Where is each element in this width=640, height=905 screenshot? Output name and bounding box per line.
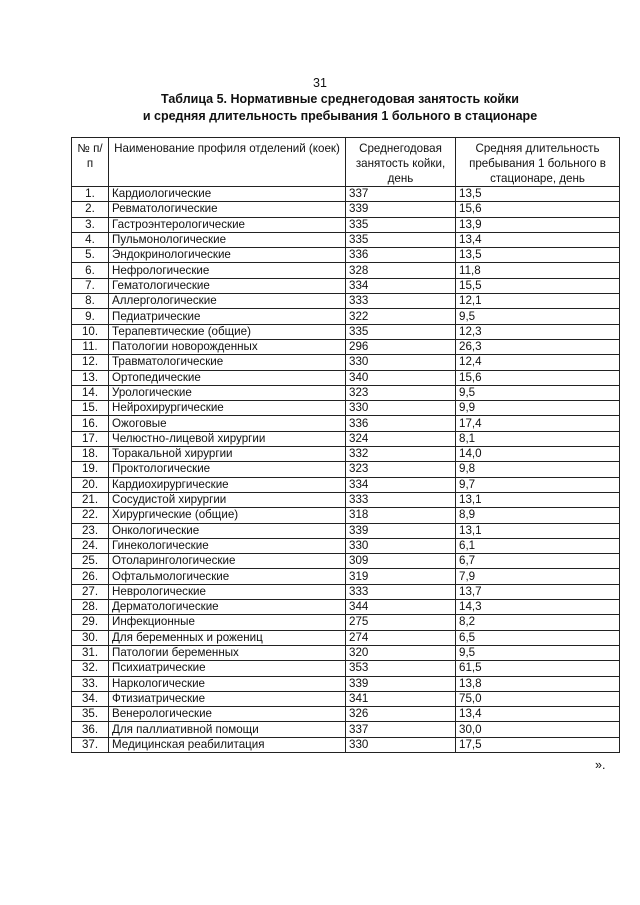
profile-name: Кардиологические: [109, 187, 346, 202]
occupancy-days: 275: [346, 615, 456, 630]
closing-quote-mark: ».: [595, 758, 606, 772]
occupancy-days: 339: [346, 202, 456, 217]
stay-duration: 30,0: [456, 722, 620, 737]
stay-duration: 9,5: [456, 645, 620, 660]
row-number: 4.: [72, 232, 109, 247]
occupancy-days: 337: [346, 722, 456, 737]
table-row: [72, 263, 620, 278]
table-row: [72, 508, 620, 523]
profile-name: Инфекционные: [109, 615, 346, 630]
occupancy-days: 339: [346, 676, 456, 691]
stay-duration: 6,5: [456, 630, 620, 645]
profile-name: Сосудистой хирургии: [109, 492, 346, 507]
table-row: [72, 385, 620, 400]
profile-name: Нейрохирургические: [109, 401, 346, 416]
row-number: 31.: [72, 645, 109, 660]
stay-duration: 8,1: [456, 431, 620, 446]
occupancy-days: 332: [346, 447, 456, 462]
row-number: 7.: [72, 278, 109, 293]
table-row: [72, 462, 620, 477]
profile-name: Психиатрические: [109, 661, 346, 676]
row-number: 28.: [72, 600, 109, 615]
row-number: 1.: [72, 187, 109, 202]
row-number: 21.: [72, 492, 109, 507]
profile-name: Торакальной хирургии: [109, 447, 346, 462]
profile-name: Хирургические (общие): [109, 508, 346, 523]
stay-duration: 26,3: [456, 339, 620, 354]
stay-duration: 17,5: [456, 737, 620, 752]
occupancy-days: 328: [346, 263, 456, 278]
stay-duration: 14,0: [456, 447, 620, 462]
row-number: 6.: [72, 263, 109, 278]
table-row: [72, 569, 620, 584]
occupancy-days: 335: [346, 217, 456, 232]
occupancy-days: 330: [346, 355, 456, 370]
profile-name: Патологии новорожденных: [109, 339, 346, 354]
profile-name: Ревматологические: [109, 202, 346, 217]
stay-duration: 14,3: [456, 600, 620, 615]
table-row: [72, 691, 620, 706]
profile-name: Гастроэнтерологические: [109, 217, 346, 232]
occupancy-days: 323: [346, 385, 456, 400]
stay-duration: 11,8: [456, 263, 620, 278]
stay-duration: 17,4: [456, 416, 620, 431]
occupancy-days: 323: [346, 462, 456, 477]
table-row: [72, 401, 620, 416]
row-number: 30.: [72, 630, 109, 645]
table-row: [72, 676, 620, 691]
stay-duration: 12,1: [456, 294, 620, 309]
occupancy-days: 334: [346, 477, 456, 492]
header-num: № п/п: [72, 138, 109, 187]
stay-duration: 6,7: [456, 554, 620, 569]
occupancy-days: 330: [346, 737, 456, 752]
stay-duration: 9,9: [456, 401, 620, 416]
header-row: [72, 138, 620, 187]
profile-name: Гинекологические: [109, 538, 346, 553]
table-row: [72, 324, 620, 339]
table-row: [72, 232, 620, 247]
stay-duration: 9,8: [456, 462, 620, 477]
stay-duration: 61,5: [456, 661, 620, 676]
occupancy-days: 333: [346, 584, 456, 599]
title-line-2: и средняя длительность пребывания 1 больного в стационаре: [142, 109, 538, 123]
occupancy-days: 336: [346, 248, 456, 263]
row-number: 35.: [72, 707, 109, 722]
table-row: [72, 645, 620, 660]
occupancy-days: 330: [346, 401, 456, 416]
table-row: [72, 447, 620, 462]
row-number: 11.: [72, 339, 109, 354]
profile-name: Ортопедические: [109, 370, 346, 385]
row-number: 19.: [72, 462, 109, 477]
row-number: 36.: [72, 722, 109, 737]
occupancy-days: 334: [346, 278, 456, 293]
row-number: 34.: [72, 691, 109, 706]
occupancy-days: 326: [346, 707, 456, 722]
profile-name: Урологические: [109, 385, 346, 400]
header-duration: Средняя длительность пребывания 1 больного в стационаре, день: [456, 138, 620, 187]
stay-duration: 13,5: [456, 248, 620, 263]
stay-duration: 13,5: [456, 187, 620, 202]
occupancy-days: 339: [346, 523, 456, 538]
profile-name: Ожоговые: [109, 416, 346, 431]
table-row: [72, 416, 620, 431]
occupancy-days: 337: [346, 187, 456, 202]
stay-duration: 12,4: [456, 355, 620, 370]
stay-duration: 9,5: [456, 385, 620, 400]
row-number: 26.: [72, 569, 109, 584]
table-row: [72, 523, 620, 538]
table-row: [72, 477, 620, 492]
stay-duration: 12,3: [456, 324, 620, 339]
table-row: [72, 538, 620, 553]
occupancy-days: 344: [346, 600, 456, 615]
stay-duration: 13,8: [456, 676, 620, 691]
row-number: 29.: [72, 615, 109, 630]
occupancy-days: 319: [346, 569, 456, 584]
table-row: [72, 707, 620, 722]
page-number: 31: [313, 76, 327, 90]
occupancy-days: 353: [346, 661, 456, 676]
table-row: [72, 370, 620, 385]
occupancy-days: 296: [346, 339, 456, 354]
profile-name: Терапевтические (общие): [109, 324, 346, 339]
occupancy-days: 322: [346, 309, 456, 324]
profile-name: Нефрологические: [109, 263, 346, 278]
title-line-1: Таблица 5. Нормативные среднегодовая занятость койки: [161, 92, 519, 106]
profile-name: Проктологические: [109, 462, 346, 477]
stay-duration: 13,1: [456, 492, 620, 507]
row-number: 5.: [72, 248, 109, 263]
header-occupancy: Среднегодовая занятость койки, день: [346, 138, 456, 187]
row-number: 2.: [72, 202, 109, 217]
profile-name: Венерологические: [109, 707, 346, 722]
occupancy-days: 335: [346, 232, 456, 247]
row-number: 17.: [72, 431, 109, 446]
row-number: 27.: [72, 584, 109, 599]
occupancy-days: 324: [346, 431, 456, 446]
table-row: [72, 615, 620, 630]
norms-table: [71, 137, 620, 753]
profile-name: Отоларингологические: [109, 554, 346, 569]
stay-duration: 15,6: [456, 202, 620, 217]
table-row: [72, 630, 620, 645]
profile-name: Медицинская реабилитация: [109, 737, 346, 752]
occupancy-days: 341: [346, 691, 456, 706]
profile-name: Эндокринологические: [109, 248, 346, 263]
profile-name: Наркологические: [109, 676, 346, 691]
row-number: 15.: [72, 401, 109, 416]
profile-name: Аллергологические: [109, 294, 346, 309]
stay-duration: 13,9: [456, 217, 620, 232]
profile-name: Онкологические: [109, 523, 346, 538]
table-row: [72, 309, 620, 324]
occupancy-days: 335: [346, 324, 456, 339]
occupancy-days: 330: [346, 538, 456, 553]
profile-name: Педиатрические: [109, 309, 346, 324]
row-number: 18.: [72, 447, 109, 462]
profile-name: Для беременных и рожениц: [109, 630, 346, 645]
table-row: [72, 339, 620, 354]
table-row: [72, 187, 620, 202]
profile-name: Офтальмологические: [109, 569, 346, 584]
row-number: 25.: [72, 554, 109, 569]
profile-name: Травматологические: [109, 355, 346, 370]
header-name: Наименование профиля отделений (коек): [109, 138, 346, 187]
profile-name: Гематологические: [109, 278, 346, 293]
table-row: [72, 202, 620, 217]
row-number: 10.: [72, 324, 109, 339]
stay-duration: 13,4: [456, 232, 620, 247]
profile-name: Фтизиатрические: [109, 691, 346, 706]
row-number: 9.: [72, 309, 109, 324]
row-number: 33.: [72, 676, 109, 691]
row-number: 3.: [72, 217, 109, 232]
occupancy-days: 336: [346, 416, 456, 431]
stay-duration: 8,2: [456, 615, 620, 630]
stay-duration: 13,4: [456, 707, 620, 722]
occupancy-days: 309: [346, 554, 456, 569]
table-row: [72, 294, 620, 309]
table-row: [72, 600, 620, 615]
occupancy-days: 320: [346, 645, 456, 660]
table-body: [72, 187, 620, 753]
occupancy-days: 274: [346, 630, 456, 645]
row-number: 14.: [72, 385, 109, 400]
table-row: [72, 355, 620, 370]
row-number: 22.: [72, 508, 109, 523]
row-number: 24.: [72, 538, 109, 553]
table-row: [72, 217, 620, 232]
table-row: [72, 737, 620, 752]
stay-duration: 9,7: [456, 477, 620, 492]
table-row: [72, 554, 620, 569]
table-row: [72, 661, 620, 676]
row-number: 20.: [72, 477, 109, 492]
profile-name: Для паллиативной помощи: [109, 722, 346, 737]
row-number: 8.: [72, 294, 109, 309]
table-row: [72, 584, 620, 599]
row-number: 12.: [72, 355, 109, 370]
stay-duration: 15,5: [456, 278, 620, 293]
profile-name: Патологии беременных: [109, 645, 346, 660]
stay-duration: 7,9: [456, 569, 620, 584]
stay-duration: 75,0: [456, 691, 620, 706]
profile-name: Кардиохирургические: [109, 477, 346, 492]
table-row: [72, 248, 620, 263]
stay-duration: 6,1: [456, 538, 620, 553]
table-row: [72, 722, 620, 737]
table-row: [72, 431, 620, 446]
occupancy-days: 340: [346, 370, 456, 385]
occupancy-days: 333: [346, 294, 456, 309]
stay-duration: 8,9: [456, 508, 620, 523]
occupancy-days: 318: [346, 508, 456, 523]
occupancy-days: 333: [346, 492, 456, 507]
row-number: 23.: [72, 523, 109, 538]
stay-duration: 13,7: [456, 584, 620, 599]
row-number: 13.: [72, 370, 109, 385]
row-number: 37.: [72, 737, 109, 752]
profile-name: Дерматологические: [109, 600, 346, 615]
row-number: 32.: [72, 661, 109, 676]
table-row: [72, 492, 620, 507]
stay-duration: 15,6: [456, 370, 620, 385]
profile-name: Пульмонологические: [109, 232, 346, 247]
table-row: [72, 278, 620, 293]
profile-name: Неврологические: [109, 584, 346, 599]
row-number: 16.: [72, 416, 109, 431]
stay-duration: 9,5: [456, 309, 620, 324]
table-title: [0, 91, 640, 125]
stay-duration: 13,1: [456, 523, 620, 538]
profile-name: Челюстно-лицевой хирургии: [109, 431, 346, 446]
